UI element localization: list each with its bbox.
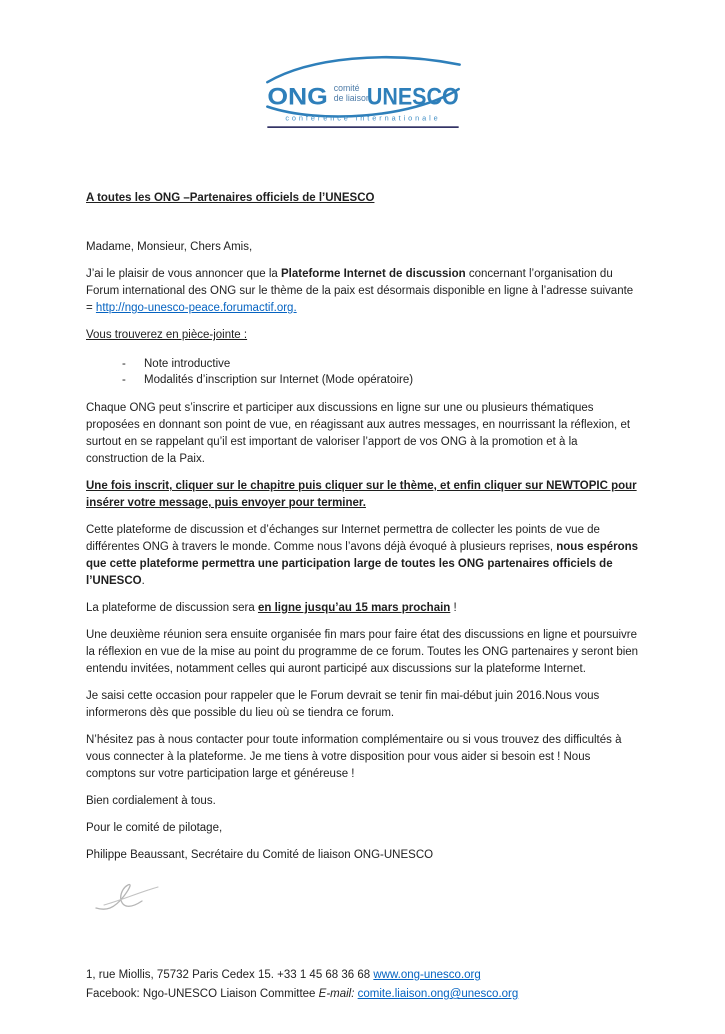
list-bullet: - <box>122 358 126 370</box>
footer <box>86 966 640 1003</box>
text-run: 1, rue Miollis, 75732 Paris Cedex 15. +33 1 45 68 36 68 <box>86 969 374 981</box>
paragraph-contact: N’hésitez pas à nous contacter pour toute information complémentaire ou si vous trouvez des difficultés à vous connecter à la plateforme. Je me tiens à votre disposition pour vous aider si besoin est ! Nous comptons sur votre participation large et généreuse ! <box>86 734 622 780</box>
list-item-label: Modalités d’inscription sur Internet (Mode opératoire) <box>144 374 414 386</box>
list-item <box>86 372 640 388</box>
text-run: J’ai le plaisir de vous annoncer que la <box>86 268 281 280</box>
logo-graphic <box>265 50 461 132</box>
attachments-label: Vous trouverez en pièce-jointe : <box>86 329 248 341</box>
paragraph-deadline <box>86 600 640 617</box>
text-run: concernant l’organisation du Forum international des ONG sur le thème de la paix est désormais disponible en ligne à l’adresse suivante = <box>86 268 634 314</box>
text-run: . <box>141 575 145 587</box>
closing-committee: Pour le comité de pilotage, <box>86 822 223 834</box>
ong-unesco-logo <box>86 50 640 132</box>
footer-address-line <box>86 966 640 984</box>
logo-comite-line1: comité <box>333 83 360 93</box>
list-item-label: Note introductive <box>144 358 231 370</box>
salutation: Madame, Monsieur, Chers Amis, <box>86 241 253 253</box>
text-run: Cette plateforme de discussion et d’échanges sur Internet permettra de collecter les points de vue de différentes ONG à travers le monde. Comme nous l’avons déjà évoqué à plusieurs reprises, <box>86 524 600 553</box>
logo-comite-line2: de liaison <box>333 92 371 103</box>
paragraph-second-meeting: Une deuxième réunion sera ensuite organisée fin mars pour faire état des discussions en ligne et poursuivre la réflexion en vue de la mise au point du programme de ce forum. Toutes les ONG partenaires y seront bien entendu invitées, notamment celles qui auront participé aux discussions sur la plateforme Internet. <box>86 629 639 675</box>
logo-unesco-text: UNESCO <box>366 83 459 111</box>
logo-top-arc-icon <box>267 57 459 82</box>
list-bullet: - <box>122 374 126 386</box>
attachments-list <box>86 356 640 388</box>
website-link[interactable]: www.ong-unesco.org <box>373 969 481 981</box>
footer-contact-line <box>86 985 640 1003</box>
text-run-bold: Plateforme Internet de discussion <box>280 268 466 280</box>
signatory-name: Philippe Beaussant, Secrétaire du Comité de liaison ONG-UNESCO <box>86 849 434 861</box>
email-label: E-mail: <box>318 988 355 1000</box>
text-run: Facebook: Ngo-UNESCO Liaison Committee <box>86 988 319 1000</box>
letter-heading: A toutes les ONG –Partenaires officiels de l’UNESCO <box>86 192 375 204</box>
paragraph-newtopic-instructions: Une fois inscrit, cliquer sur le chapitre puis cliquer sur le thème, et enfin cliquer sur NEWTOPIC pour insérer votre message, puis envoyer pour terminer. <box>86 480 637 509</box>
forum-platform-link[interactable]: http://ngo-unesco-peace.forumactif.org. <box>95 302 297 314</box>
logo-tagline: conférence internationale <box>285 113 441 123</box>
paragraph-registration-info: Chaque ONG peut s’inscrire et participer aux discussions en ligne sur une ou plusieurs thématiques proposées en donnant son point de vue, en réagissant aux autres messages, en nourrissant la réflexion, et surtout en se rappelant qu’il est important de valoriser l’apport de vos ONG à la promotion et à la construction de la Paix. <box>86 402 631 465</box>
text-run: La plateforme de discussion sera <box>86 602 258 614</box>
email-link[interactable]: comite.liaison.ong@unesco.org <box>357 988 519 1000</box>
list-item <box>86 356 640 372</box>
text-run: ! <box>450 602 457 614</box>
paragraph-platform-purpose <box>86 522 640 590</box>
closing-regards: Bien cordialement à tous. <box>86 795 216 807</box>
text-run-bold-underline: en ligne jusqu’au 15 mars prochain <box>257 602 451 614</box>
paragraph-platform-announcement <box>86 266 640 317</box>
signature <box>92 878 640 920</box>
text-run-bold: nous espérons que cette plateforme permettra une participation large de toutes les ONG partenaires officiels de l’UNESCO <box>86 541 639 587</box>
signature-icon <box>92 878 170 918</box>
logo-ong-text: ONG <box>267 83 328 111</box>
paragraph-forum-date: Je saisi cette occasion pour rappeler que le Forum devrait se tenir fin mai-début juin 2016.Nous vous informerons dès que possible du lieu où se tiendra ce forum. <box>86 690 600 719</box>
